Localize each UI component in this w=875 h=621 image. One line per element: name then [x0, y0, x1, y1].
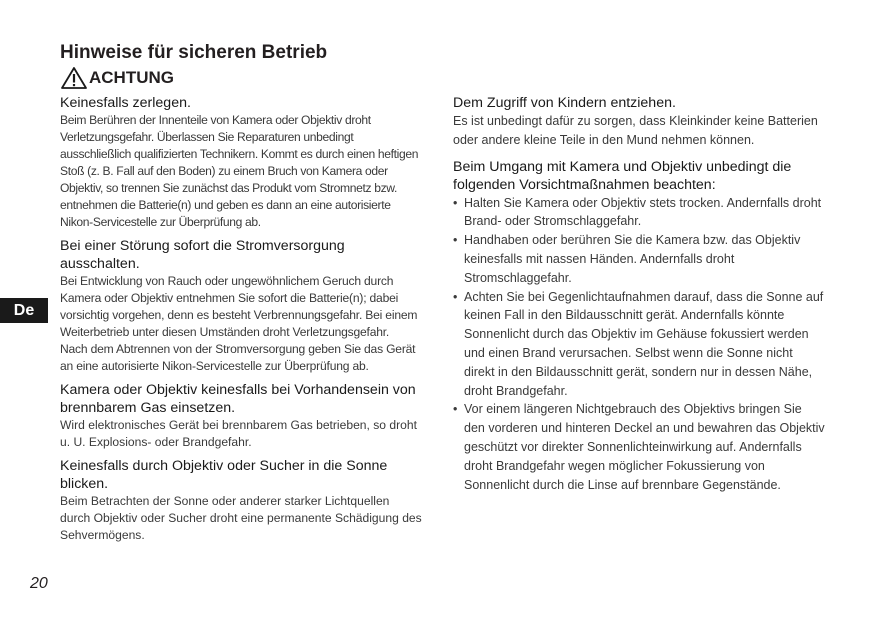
list-item: • Achten Sie bei Gegenlichtaufnahmen darauf, dass die Sonne auf keinen Fall in den Bildausschnitt gerät. Andernfalls könnte Sonnenlicht durch das Objektiv im Gehäuse fokussiert werden und einen Brand verursachen. Selbst wenn die Sonne nicht direkt in den Bildausschnitt gerät, sondern nur in dessen Nähe, droht Brandgefahr. [453, 288, 825, 401]
warning-header [60, 66, 174, 90]
section-heading: Beim Umgang mit Kamera und Objektiv unbedingt die folgenden Vorsichtmaßnahmen beachten: [453, 158, 792, 193]
section-disassembly [60, 94, 422, 231]
section-heading: Bei einer Störung sofort die Stromversorgung ausschalten. [60, 238, 345, 272]
right-column [453, 94, 825, 494]
section-precautions [453, 158, 825, 495]
section-body: Wird elektronisches Gerät bei brennbarem Gas betrieben, so droht u. U. Explosions- oder Brandgefahr. [60, 418, 417, 449]
section-power-off [60, 237, 422, 375]
section-body: Bei Entwicklung von Rauch oder ungewöhnlichem Geruch durch Kamera oder Objektiv entnehmen Sie sofort die Batterie(n); dabei vorsichtig vorgehen, denn es besteht Verbrennungsgefahr. Bei einem Weiterbetrieb unter diesen Umständen droht Verletzungsgefahr. [60, 274, 418, 339]
section-body: Beim Berühren der Innenteile von Kamera oder Objektiv droht Verletzungsgefahr. Überlassen Sie Reparaturen unbedingt ausschließlich qualifizierten Technikern. Kommt es durch einen heftigen Stoß (z. B. Fall auf den Boden) zu einem Bruch von Kamera oder Objektiv, so trennen Sie zunächst das Produkt vom Stromnetz bzw. entnehmen die Batterie(n) und geben es dann an eine autorisierte Nikon-Servicestelle zur Überprüfung ab. [60, 113, 419, 229]
section-heading: Keinesfalls durch Objektiv oder Sucher in die Sonne blicken. [60, 458, 388, 492]
section-body-continued: Nach dem Abtrennen von der Stromversorgung geben Sie das Gerät an eine autorisierte Nikon-Servicestelle zur Überprüfung ab. [60, 342, 416, 373]
left-column [60, 94, 422, 544]
list-item: • Vor einem längeren Nichtgebrauch des Objektivs bringen Sie den vorderen und hinteren Deckel an und bewahren das Objektiv geschützt vor direkter Sonnenlichteinwirkung auf. Andernfalls droht Brandgefahr wegen möglicher Fokussierung von Sonnenlicht durch die Linse auf brennbare Gegenstände. [453, 400, 825, 494]
section-sun-viewing [60, 457, 422, 544]
list-item: • Handhaben oder berühren Sie die Kamera bzw. das Objektiv keinesfalls mit nassen Händen. Andernfalls droht Stromschlaggefahr. [453, 231, 825, 287]
section-heading: Dem Zugriff von Kindern entziehen. [453, 95, 676, 111]
warning-label: ACHTUNG [89, 68, 174, 87]
list-item: • Halten Sie Kamera oder Objektiv stets trocken. Andernfalls droht Brand- oder Stromschlaggefahr. [453, 194, 825, 232]
section-heading: Keinesfalls zerlegen. [60, 95, 191, 111]
precaution-list [453, 194, 825, 495]
warning-triangle-icon [60, 66, 88, 90]
section-children [453, 94, 825, 150]
page-title: Hinweise für sicheren Betrieb [60, 42, 328, 63]
section-flammable-gas [60, 381, 422, 451]
section-heading: Kamera oder Objektiv keinesfalls bei Vorhandensein von brennbarem Gas einsetzen. [60, 382, 416, 416]
page-number: 20 [30, 575, 48, 592]
language-tab: De [0, 298, 48, 323]
section-body: Es ist unbedingt dafür zu sorgen, dass Kleinkinder keine Batterien oder andere kleine Teile in den Mund nehmen können. [453, 114, 818, 147]
section-body: Beim Betrachten der Sonne oder anderer starker Lichtquellen durch Objektiv oder Sucher droht eine permanente Schädigung des Sehvermögens. [60, 494, 422, 542]
